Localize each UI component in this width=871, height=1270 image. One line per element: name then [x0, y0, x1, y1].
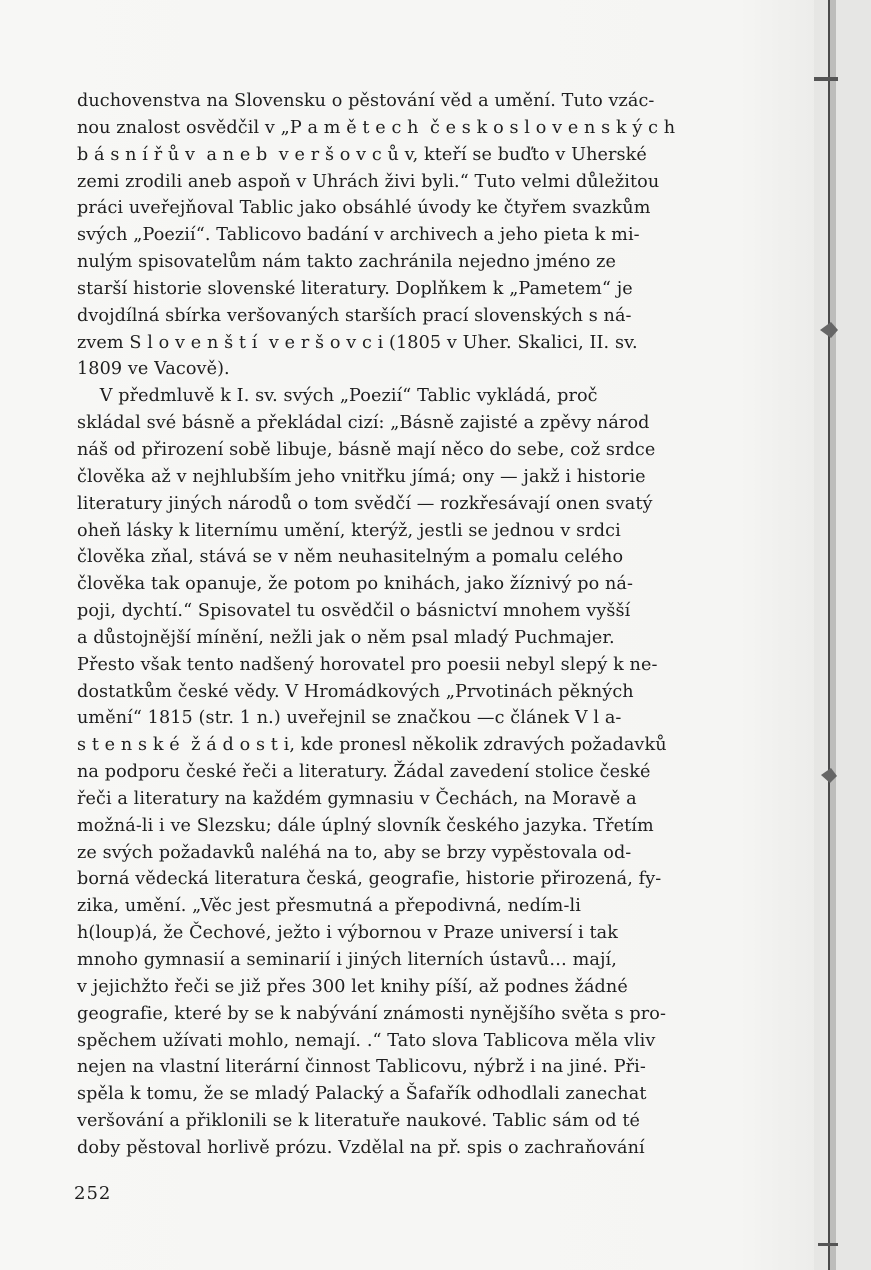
- binding-thread-bottom: [818, 1243, 838, 1246]
- text-line: dostatkům české vědy. V Hromádkových „Prvotinách pěkných: [77, 681, 634, 702]
- text-line: řeči a literatury na každém gymnasiu v Čechách, na Moravě a: [77, 788, 637, 809]
- text-line: spěchem užívati mohlo, nemají. .“ Tato slova Tablicova měla vliv: [77, 1030, 656, 1051]
- text-line: umění“ 1815 (str. 1 n.) uveřejnil se značkou —c článek V l a-: [77, 708, 622, 729]
- text-line: duchovenstva na Slovensku o pěstování věd a umění. Tuto vzác-: [77, 91, 655, 111]
- text-line: svých „Poezií“. Tablicovo badání v archivech a jeho pieta k mi-: [77, 225, 640, 246]
- text-line: borná vědecká literatura česká, geografie, historie přirozená, fy-: [77, 869, 662, 890]
- text-line: práci uveřejňoval Tablic jako obsáhlé úvody ke čtyřem svazkům: [77, 198, 651, 219]
- text-line: dvojdílná sbírka veršovaných starších prací slovenských s ná-: [77, 305, 632, 326]
- text-line: V předmluvě k I. sv. svých „Poezií“ Tablic vykládá, proč: [77, 386, 598, 407]
- text-line: nou znalost osvědčil v „P a m ě t e c h č e s k o s l o v e n s k ý c h: [77, 117, 676, 138]
- binding-thread-top: [814, 77, 838, 81]
- text-line: možná-li i ve Slezsku; dále úplný slovník českého jazyka. Třetím: [77, 815, 654, 836]
- text-line: zika, umění. „Věc jest přesmutná a přepodivná, nedím-li: [77, 896, 581, 917]
- text-line: poji, dychtí.“ Spisovatel tu osvědčil o básnictví mnohem vyšší: [77, 601, 631, 622]
- text-line: oheň lásky k liternímu umění, kterýž, jestli se jednou v srdci: [77, 520, 621, 541]
- text-line: spěla k tomu, že se mladý Palacký a Šafařík odhodlali zanechat: [77, 1084, 647, 1105]
- text-line: mnoho gymnasií a seminarií i jiných literních ústavů… mají,: [77, 950, 617, 970]
- text-line: starší historie slovenské literatury. Doplňkem k „Pametem“ je: [77, 278, 633, 299]
- text-line: na podporu české řeči a literatury. Žádal zavedení stolice české: [77, 762, 651, 783]
- binding-edge: [814, 0, 871, 1270]
- text-line: doby pěstoval horlivě prózu. Vzdělal na př. spis o zachraňování: [77, 1137, 645, 1158]
- text-line: literatury jiných národů o tom svědčí — rozkřesávají onen svatý: [77, 493, 653, 514]
- text-line: Přesto však tento nadšený horovatel pro poesii nebyl slepý k ne-: [77, 654, 658, 675]
- text-line: geografie, které by se k nabývání známosti nynějšího světa s pro-: [77, 1003, 666, 1024]
- text-line: a důstojnější mínění, nežli jak o něm psal mladý Puchmajer.: [77, 627, 615, 648]
- text-line: nejen na vlastní literární činnost Tablicovu, nýbrž i na jiné. Při-: [77, 1057, 646, 1078]
- text-line: náš od přirození sobě libuje, básně mají něco do sebe, což srdce: [77, 439, 656, 460]
- text-line: veršování a přiklonili se k literatuře naukové. Tablic sám od té: [77, 1111, 641, 1132]
- text-line: člověka až v nejhlubším jeho vnitřku jímá; ony — jakž i historie: [77, 466, 646, 487]
- text-line: 1809 ve Vacově).: [77, 359, 230, 380]
- text-line: s t e n s k é ž á d o s t i, kde pronesl několik zdravých požadavků: [77, 735, 667, 756]
- text-line: zvem S l o v e n š t í v e r š o v c i (1805 v Uher. Skalici, II. sv.: [77, 332, 638, 353]
- text-line: člověka zňal, stává se v něm neuhasitelným a pomalu celého: [77, 547, 624, 568]
- text-line: nulým spisovatelům nám takto zachránila nejedno jméno ze: [77, 252, 617, 273]
- text-line: v jejichžto řeči se již přes 300 let knihy píší, až podnes žádné: [77, 976, 628, 997]
- text-line: b á s n í ř ů v a n e b v e r š o v c ů v, kteří se buďto v Uherské: [77, 144, 647, 165]
- binding-shadow: [814, 0, 871, 1270]
- text-line: skládal své básně a překládal cizí: „Básně zajisté a zpěvy národ: [77, 413, 650, 434]
- text-line: h(loup)á, že Čechové, ježto i výbornou v Praze universí i tak: [77, 923, 618, 944]
- text-line: zemi zrodili aneb aspoň v Uhrách živi byli.“ Tuto velmi důležitou: [77, 171, 660, 192]
- binding-spine-shade: [830, 0, 836, 1270]
- text-line: člověka tak opanuje, že potom po knihách, jako žíznivý po ná-: [77, 574, 634, 595]
- body-text: [77, 88, 727, 1162]
- page-number: 252: [74, 1183, 112, 1204]
- text-line: ze svých požadavků naléhá na to, aby se brzy vypěstovala od-: [77, 842, 632, 863]
